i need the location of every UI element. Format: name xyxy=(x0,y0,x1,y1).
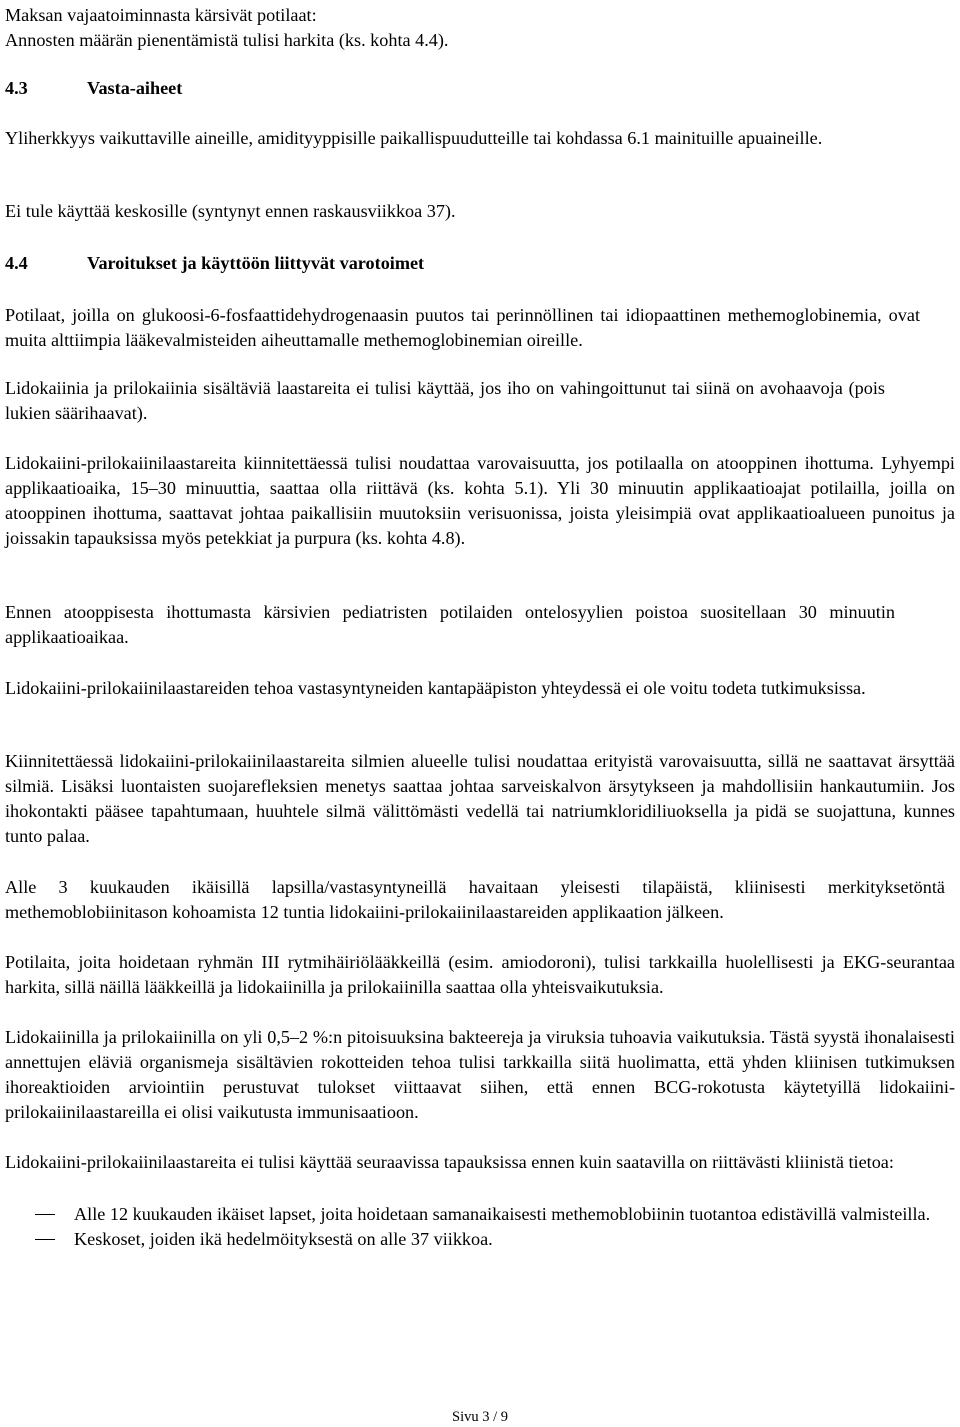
warning-paragraph-3: Lidokaiini-prilokaiinilaastareita kiinnitettäessä tulisi noudattaa varovaisuutta, jos potilaalla on atooppinen ihottuma. Lyhyempi applikaatioaika, 15–30 minuuttia, saattaa olla riittävä (ks. kohta 5.1). Yli 30 minuutin applikaatioajat potilailla, joilla on atooppinen ihottuma, saattavat johtaa paikallisiin muutoksiin verisuonissa, joista yleisimpiä ovat applikaatioalueen punoitus ja joissakin tapauksissa myös petekkiat ja purpura (ks. kohta 4.8). xyxy=(5,453,955,548)
warning-paragraph-1: Potilaat, joilla on glukoosi-6-fosfaattidehydrogenaasin puutos tai perinnöllinen tai idiopaattinen methemoglobinemia, ovat muita alttiimpia lääkevalmisteiden aiheuttamalle methemoglobinemian oireille. xyxy=(5,305,920,350)
warning-paragraph-7: Alle 3 kuukauden ikäisillä lapsilla/vastasyntyneillä havaitaan yleisesti tilapäistä, kliinisesti merkityksetöntä methemoblobiinitason kohoamista 12 tuntia lidokaiini-prilokaiinilaastareiden applikaation jälkeen. xyxy=(5,877,945,922)
warning-paragraph-6: Kiinnitettäessä lidokaiini-prilokaiinilaastareita silmien alueelle tulisi noudattaa erityistä varovaisuutta, sillä ne saattavat ärsyttää silmiä. Lisäksi luontaisten suojarefleksien menetys saattaa johtaa sarveiskalvon ärsytykseen ja mahdollisiin hankautumiin. Jos ihokontakti pääsee tapahtumaan, huuhtele silmä välittömästi vedellä tai natriumkloridiliuoksella ja pidä se suojattuna, kunnes tunto palaa. xyxy=(5,751,955,846)
dash-bullet-icon xyxy=(35,1214,55,1215)
list-item xyxy=(5,1202,955,1227)
warning-paragraph-8: Potilaita, joita hoidetaan ryhmän III rytmihäiriölääkkeillä (esim. amiodoroni), tulisi tarkkailla huolellisesti ja EKG-seurantaa harkita, sillä näillä lääkkeillä ja lidokaiinilla ja prilokaiinilla saattaa olla yhteisvaikutuksia. xyxy=(5,952,955,997)
heading-4-4 xyxy=(5,251,424,276)
page-footer xyxy=(0,1408,960,1426)
heading-4-3-title: Vasta-aiheet xyxy=(87,78,183,98)
bullet-text-2: Keskoset, joiden ikä hedelmöityksestä on alle 37 viikkoa. xyxy=(74,1229,493,1249)
bullet-text-1: Alle 12 kuukauden ikäiset lapset, joita hoidetaan samanaikaisesti methemoblobiinin tuotantoa edistävillä valmisteilla. xyxy=(74,1204,931,1224)
page-number: Sivu 3 / 9 xyxy=(452,1409,508,1425)
warning-paragraph-5: Lidokaiini-prilokaiinilaastareiden tehoa vastasyntyneiden kantapääpiston yhteydessä ei ole voitu todeta tutkimuksissa. xyxy=(5,678,866,698)
warning-paragraph-2: Lidokaiinia ja prilokaiinia sisältäviä laastareita ei tulisi käyttää, jos iho on vahingoittunut tai siinä on avohaavoja (pois lukien säärihaavat). xyxy=(5,378,885,423)
heading-4-3-number: 4.3 xyxy=(5,78,28,98)
warning-bullet-list xyxy=(5,1202,955,1252)
heading-4-4-title: Varoitukset ja käyttöön liittyvät varotoimet xyxy=(87,253,425,273)
top-line-2: Annosten määrän pienentämistä tulisi harkita (ks. kohta 4.4). xyxy=(5,30,449,50)
warning-paragraph-9: Lidokaiinilla ja prilokaiinilla on yli 0,5–2 %:n pitoisuuksina bakteereja ja viruksia tuhoavia vaikutuksia. Tästä syystä ihonalaisesti annettujen eläviä organismeja sisältävien rokotteiden tehoa tulisi tarkkailla siitä huolimatta, että yhden kliinisen tutkimuksen ihoreaktioiden arviointiin perustuvat tulokset viittaavat siihen, että ennen BCG-rokotusta käytetyillä lidokaiini-prilokaiinilaastareilla ei olisi vaikutusta immunisaatioon. xyxy=(5,1027,955,1122)
contraindication-paragraph-1: Yliherkkyys vaikuttaville aineille, amidityyppisille paikallispuudutteille tai kohdassa 6.1 mainituille apuaineille. xyxy=(5,128,823,148)
list-item xyxy=(5,1227,955,1252)
contraindication-paragraph-2: Ei tule käyttää keskosille (syntynyt ennen raskausviikkoa 37). xyxy=(5,201,456,221)
heading-4-4-number: 4.4 xyxy=(5,253,28,273)
top-line-1: Maksan vajaatoiminnasta kärsivät potilaat: xyxy=(5,5,317,25)
warning-paragraph-10: Lidokaiini-prilokaiinilaastareita ei tulisi käyttää seuraavissa tapauksissa ennen kuin saatavilla on riittävästi kliinistä tietoa: xyxy=(5,1152,894,1172)
warning-paragraph-4: Ennen atooppisesta ihottumasta kärsivien pediatristen potilaiden ontelosyylien poistoa suositellaan 30 minuutin applikaatioaikaa. xyxy=(5,602,895,647)
dash-bullet-icon xyxy=(35,1239,55,1240)
heading-4-3 xyxy=(5,76,182,101)
